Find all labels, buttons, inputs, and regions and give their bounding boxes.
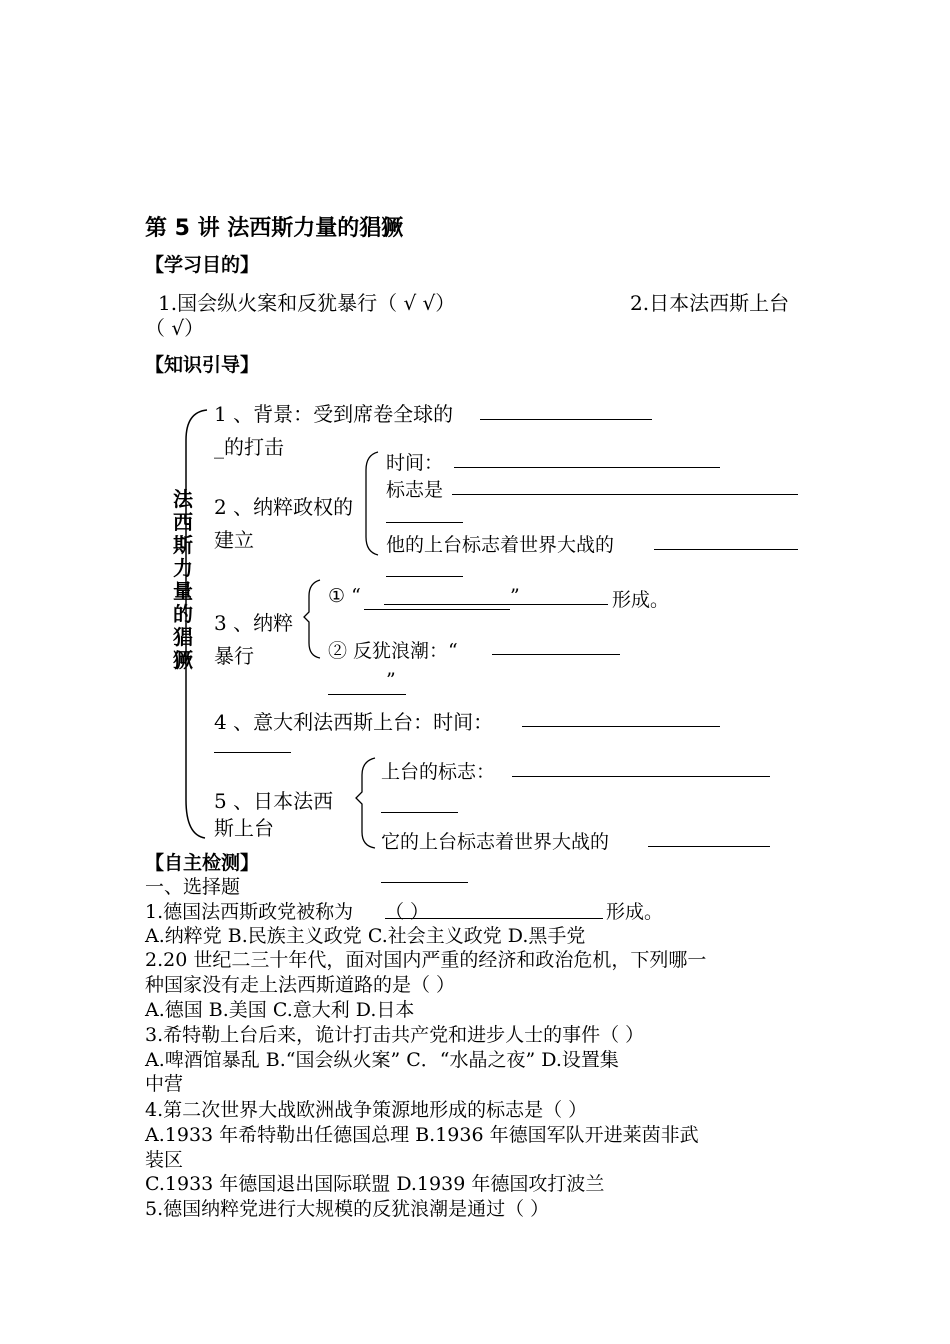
blank-line — [381, 882, 468, 883]
objective-item-2: 2.日本法西斯上台 — [630, 291, 790, 315]
blank-line — [480, 419, 652, 420]
point-5-war: 它的上台标志着世界大战的 — [381, 831, 610, 853]
objective-item-1: 1.国会纵火案和反犹暴行（ √ √） — [158, 291, 456, 315]
section-heading-self-check: 【自主检测】 — [145, 852, 260, 874]
question-1-suffix: 形成。 — [606, 901, 664, 923]
point-5-label-continued: 斯上台 — [214, 816, 274, 840]
question-4-options: A.1933 年希特勒出任德国总理 B.1936 年德国军队开进莱茵非武 — [145, 1124, 699, 1146]
vertical-char: 的 — [173, 602, 193, 626]
question-1-answer-paren: （ ） — [385, 901, 430, 923]
point-3-label-continued: 暴行 — [214, 644, 254, 668]
blank-line — [492, 654, 620, 655]
vertical-char: 量 — [173, 579, 193, 603]
question-2-continued: 种国家没有走上法西斯道路的是（ ） — [145, 974, 456, 996]
blank-line — [328, 694, 406, 695]
point-5-label: 5 、日本法西 — [214, 789, 334, 813]
diagram-vertical-title — [172, 488, 194, 672]
blank-line — [512, 776, 770, 777]
vertical-char: 獗 — [173, 648, 193, 672]
question-3: 3.希特勒上台后来，诡计打击共产党和进步人士的事件（ ） — [145, 1024, 645, 1046]
blank-line — [654, 549, 798, 550]
blank-line — [452, 494, 798, 495]
vertical-char: 西 — [173, 510, 193, 534]
question-2-options: A.德国 B.美国 C.意大利 D.日本 — [145, 999, 415, 1021]
point-2-time: 时间： — [386, 452, 444, 474]
quiz-section-title: 一、选择题 — [145, 876, 241, 898]
blank-line — [386, 522, 463, 523]
point-2-sign: 标志是 — [386, 479, 444, 501]
question-4: 4.第二次世界大战欧洲战争策源地形成的标志是（ ） — [145, 1099, 588, 1121]
point-1-continued: _的打击 — [214, 435, 284, 459]
question-1: 1.德国法西斯政党被称为 — [145, 901, 354, 923]
point-2-label: 2 、纳粹政权的 — [214, 495, 354, 519]
section-heading-guide: 【知识引导】 — [145, 354, 260, 376]
question-1-options: A.纳粹党 B.民族主义政党 C.社会主义政党 D.黑手党 — [145, 925, 586, 947]
blank-line — [648, 846, 770, 847]
blank-line — [214, 752, 291, 753]
point-3-item-2-close: ” — [386, 669, 396, 691]
section-heading-objectives: 【学习目的】 — [145, 254, 260, 276]
point-4-italy: 4 、意大利法西斯上台：时间： — [214, 710, 494, 734]
blank-line — [454, 467, 720, 468]
blank-line — [522, 726, 720, 727]
point-3-item-1-close: ” — [510, 585, 520, 607]
blank-line — [386, 576, 463, 577]
vertical-char: 猖 — [173, 625, 193, 649]
blank-line — [384, 604, 608, 605]
point-1-background: 1 、背景：受到席卷全球的 — [214, 402, 454, 426]
point-3-label: 3 、纳粹 — [214, 611, 294, 635]
blank-line — [381, 812, 458, 813]
question-3-options: A.啤酒馆暴乱 B.“国会纵火案” C．“水晶之夜” D.设置集 — [145, 1049, 619, 1071]
point-3-item-1-suffix: 形成。 — [612, 589, 670, 611]
objective-item-2-mark: （ √） — [145, 316, 205, 340]
blank-line — [364, 609, 510, 610]
question-4-options-2: C.1933 年德国退出国际联盟 D.1939 年德国攻打波兰 — [145, 1173, 605, 1195]
point-3-item-2: ② 反犹浪潮：“ — [328, 640, 458, 662]
point-2-war: 他的上台标志着世界大战的 — [386, 534, 615, 556]
question-3-options-continued: 中营 — [145, 1073, 184, 1095]
question-2: 2.20 世纪二三十年代，面对国内严重的经济和政治危机，下列哪一 — [145, 949, 707, 971]
vertical-char: 斯 — [173, 533, 193, 557]
vertical-char: 法 — [173, 487, 193, 511]
page-title: 第 5 讲 法西斯力量的猖獗 — [145, 216, 404, 241]
point-2-label-continued: 建立 — [214, 528, 254, 552]
point-5-sign: 上台的标志： — [381, 761, 496, 783]
blank-line — [385, 918, 603, 919]
question-5: 5.德国纳粹党进行大规模的反犹浪潮是通过（ ） — [145, 1198, 550, 1220]
vertical-char: 力 — [173, 556, 193, 580]
point-3-item-1-prefix: ① “ — [328, 585, 361, 607]
question-4-options-continued: 装区 — [145, 1149, 184, 1171]
